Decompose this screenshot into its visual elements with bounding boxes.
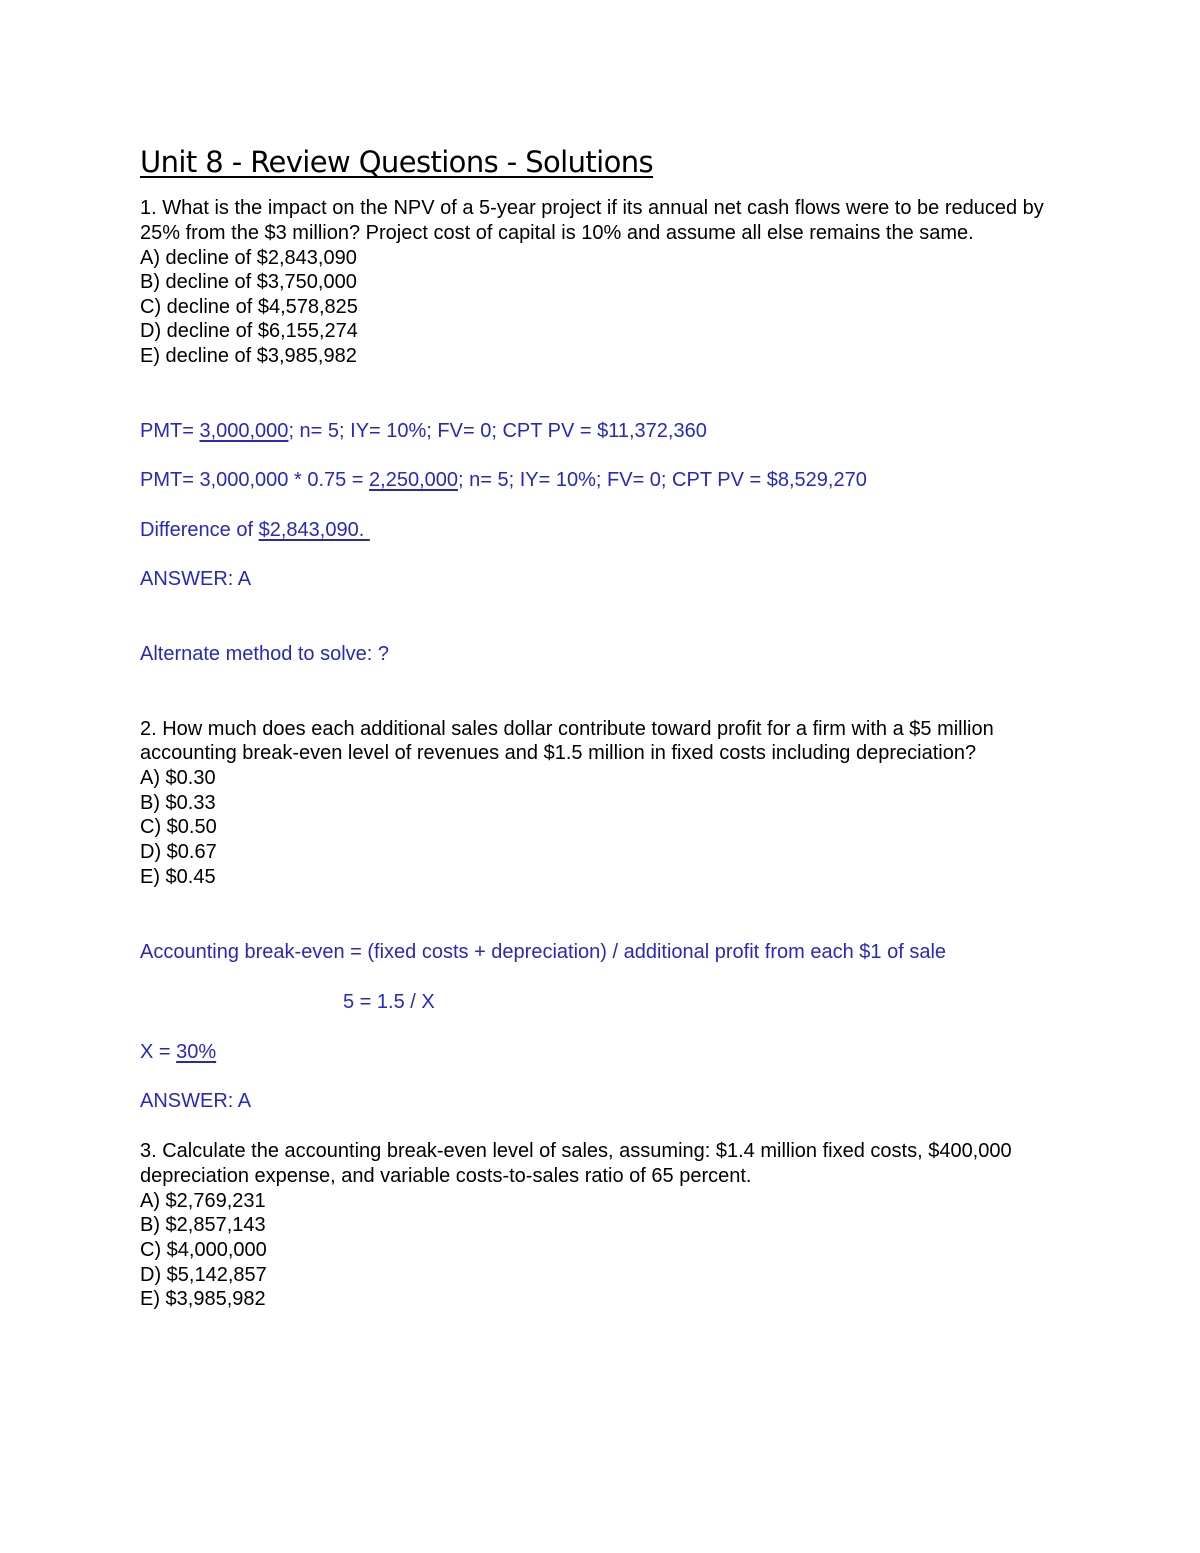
answer-option: B) decline of $3,750,000 <box>140 271 357 294</box>
alternate-method: Alternate method to solve: ? <box>140 642 390 665</box>
solution-line: X = 30% <box>140 1041 217 1064</box>
solution-line: Difference of $2,843,090. <box>140 518 370 541</box>
answer-option: D) $5,142,857 <box>140 1263 267 1286</box>
solution-2 <box>140 940 1080 1113</box>
question-text: 2. How much does each additional sales dollar contribute toward profit for a firm with a $5 million accounting break-even level of revenues and $1.5 million in fixed costs including depreciation? <box>140 717 994 765</box>
answer-option: D) $0.67 <box>140 840 217 863</box>
answer-option: C) $4,000,000 <box>140 1238 267 1261</box>
solution-equation: 5 = 1.5 / X <box>343 991 435 1014</box>
answer-option: E) decline of $3,985,982 <box>140 344 357 367</box>
question-3 <box>140 1139 1080 1312</box>
answer-option: E) $0.45 <box>140 865 216 888</box>
answer-line: ANSWER: A <box>140 567 252 590</box>
question-text: 1. What is the impact on the NPV of a 5-year project if its annual net cash flows were to be reduced by 25% from the $3 million? Project cost of capital is 10% and assume all else remains the same. <box>140 197 1044 244</box>
answer-option: A) $2,769,231 <box>140 1189 266 1212</box>
solution-line: PMT= 3,000,000; n= 5; IY= 10%; FV= 0; CPT PV = $11,372,360 <box>140 419 707 442</box>
question-1 <box>140 196 1080 369</box>
solution-formula: Accounting break-even = (fixed costs + depreciation) / additional profit from each $1 of sale <box>140 941 947 964</box>
answer-option: C) $0.50 <box>140 816 217 839</box>
answer-option: C) decline of $4,578,825 <box>140 295 358 318</box>
solution-line: PMT= 3,000,000 * 0.75 = 2,250,000; n= 5; IY= 10%; FV= 0; CPT PV = $8,529,270 <box>140 468 867 491</box>
question-text: 3. Calculate the accounting break-even level of sales, assuming: $1.4 million fixed costs, $400,000 depreciation expense, and variable costs-to-sales ratio of 65 percent. <box>140 1140 1012 1187</box>
answer-option: A) decline of $2,843,090 <box>140 246 357 269</box>
page-title: Unit 8 - Review Questions - Solutions <box>140 145 654 179</box>
document-page <box>140 140 1080 1312</box>
answer-option: D) decline of $6,155,274 <box>140 320 358 343</box>
answer-option: A) $0.30 <box>140 767 216 790</box>
answer-option: B) $0.33 <box>140 791 216 814</box>
solution-1 <box>140 419 1080 666</box>
answer-option: E) $3,985,982 <box>140 1288 266 1311</box>
answer-line: ANSWER: A <box>140 1090 252 1113</box>
answer-option: B) $2,857,143 <box>140 1214 266 1237</box>
question-2 <box>140 717 1080 890</box>
